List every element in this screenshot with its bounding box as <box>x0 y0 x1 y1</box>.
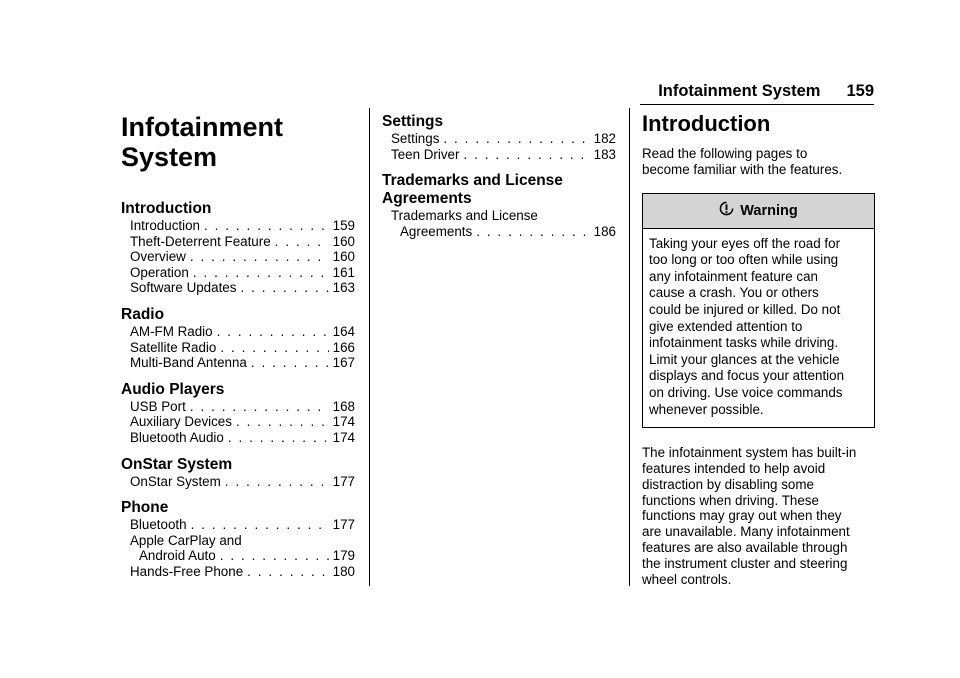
toc-entry-label: Multi-Band Antenna <box>130 355 247 371</box>
toc-entry-page: 160 <box>332 249 355 265</box>
toc-entry[interactable] <box>130 564 355 580</box>
warning-icon <box>719 201 734 220</box>
toc-entry-page: 160 <box>332 233 355 249</box>
text-line: infotainment tasks while driving. <box>649 335 839 351</box>
column-divider <box>369 108 370 586</box>
dot-leader <box>191 517 329 533</box>
toc-entry-label: Software Updates <box>130 280 237 296</box>
text-line: on driving. Use voice commands <box>649 384 843 400</box>
toc-entry-page: 163 <box>332 280 355 296</box>
toc-entry-page: 168 <box>332 398 355 414</box>
running-header <box>658 82 874 101</box>
toc-entry-page: 180 <box>332 563 355 579</box>
toc-heading-line: Trademarks and License <box>382 172 563 190</box>
toc-section-heading: Audio Players <box>121 380 225 398</box>
text-line: could be injured or killed. Do not <box>649 301 841 317</box>
toc-entry-label: Theft-Deterrent Feature <box>130 233 271 249</box>
toc-entry-label-line[interactable]: Apple CarPlay and <box>130 532 242 548</box>
toc-entry-label: AM-FM Radio <box>130 323 213 339</box>
toc-entry-label: Operation <box>130 264 189 280</box>
toc-entry[interactable] <box>130 340 355 356</box>
toc-entry-page: 179 <box>332 548 355 564</box>
toc-entry[interactable] <box>130 234 355 250</box>
toc-heading-line: Agreements <box>382 190 472 208</box>
text-line: are unavailable. Many infotainment <box>642 524 850 540</box>
header-rule <box>640 104 874 105</box>
text-line: functions when driving. These <box>642 492 819 508</box>
text-line: give extended attention to <box>649 318 803 334</box>
text-line: features are also available through <box>642 539 848 555</box>
text-line: features intended to help avoid <box>642 460 826 476</box>
text-line: become familiar with the features. <box>642 161 843 177</box>
toc-entry-label: USB Port <box>130 398 186 414</box>
section-title: Introduction <box>642 111 771 136</box>
toc-entry-label-line[interactable]: Trademarks and License <box>391 208 538 224</box>
toc-entry-label: OnStar System <box>130 473 221 489</box>
toc-entry-label: Bluetooth <box>130 517 187 533</box>
toc-entry-label: Bluetooth Audio <box>130 429 224 445</box>
toc-entry[interactable] <box>130 474 355 490</box>
dot-leader <box>240 280 328 296</box>
chapter-title-line: Infotainment <box>121 112 283 142</box>
text-line: cause a crash. You or others <box>649 285 819 301</box>
toc-entry-label: Hands-Free Phone <box>130 563 244 579</box>
toc-section-heading <box>382 172 616 208</box>
toc-section-heading: OnStar System <box>121 455 233 473</box>
dot-leader <box>443 131 589 147</box>
text-line: wheel controls. <box>642 571 732 587</box>
toc-entry-label: Teen Driver <box>391 146 460 162</box>
text-line: Taking your eyes off the road for <box>649 235 841 251</box>
toc-entry-page: 177 <box>332 517 355 533</box>
toc-entry[interactable] <box>130 414 355 430</box>
toc-section-heading: Settings <box>382 113 444 130</box>
toc-entry[interactable] <box>130 548 355 564</box>
toc-entry[interactable] <box>391 147 616 163</box>
column-divider <box>629 108 630 586</box>
text-line: displays and focus your attention <box>649 368 845 384</box>
toc-entry-page: 177 <box>332 473 355 489</box>
toc-entry[interactable] <box>391 224 616 240</box>
toc-section-heading: Phone <box>121 499 169 517</box>
toc-entry[interactable] <box>391 131 616 147</box>
toc-entry-label: Satellite Radio <box>130 339 217 355</box>
toc-entry-page: 167 <box>332 355 355 371</box>
toc-entry-page: 182 <box>593 131 616 146</box>
toc-entry-page: 186 <box>593 223 616 239</box>
warning-header <box>643 194 874 229</box>
dot-leader <box>217 324 329 340</box>
toc-entry[interactable] <box>130 265 355 281</box>
dot-leader <box>204 218 329 234</box>
dot-leader <box>463 147 589 163</box>
text-line: The infotainment system has built-in <box>642 445 857 461</box>
toc-entry-page: 174 <box>332 429 355 445</box>
toc-section-heading: Introduction <box>121 200 212 217</box>
toc-entry[interactable] <box>130 517 355 533</box>
toc-column-2 <box>382 108 616 239</box>
dot-leader <box>225 474 329 490</box>
toc-entry-label: Agreements <box>400 223 473 239</box>
intro-paragraph <box>642 146 875 178</box>
toc-entry[interactable] <box>130 430 355 446</box>
text-line: Read the following pages to <box>642 146 808 161</box>
toc-entry[interactable] <box>130 399 355 415</box>
text-line: functions may gray out when they <box>642 508 842 524</box>
toc-entry[interactable] <box>130 249 355 265</box>
toc-section-heading: Radio <box>121 305 165 323</box>
toc-entry-page: 164 <box>332 323 355 339</box>
toc-entry[interactable] <box>130 355 355 371</box>
toc-entry-page: 166 <box>332 339 355 355</box>
toc-entry-label: Auxiliary Devices <box>130 414 232 430</box>
chapter-title <box>121 112 355 172</box>
toc-entry-label: Android Auto <box>139 548 216 564</box>
text-line: any infotainment feature can <box>649 268 818 284</box>
dot-leader <box>190 249 329 265</box>
body-paragraph <box>642 445 875 587</box>
toc-entry-label: Introduction <box>130 218 200 233</box>
text-line: Limit your glances at the vehicle <box>649 351 840 367</box>
dot-leader <box>193 265 329 281</box>
chapter-title-line: System <box>121 142 218 172</box>
text-line: too long or too often while using <box>649 252 839 268</box>
toc-entry[interactable] <box>130 280 355 296</box>
warning-title: Warning <box>740 202 798 219</box>
toc-entry-label: Settings <box>391 131 440 146</box>
dot-leader <box>228 430 329 446</box>
dot-leader <box>190 399 329 415</box>
dot-leader <box>220 548 329 564</box>
text-line: whenever possible. <box>649 401 764 417</box>
toc-entry[interactable] <box>130 218 355 234</box>
dot-leader <box>220 340 328 356</box>
toc-entry[interactable] <box>130 324 355 340</box>
intro-column <box>642 108 875 587</box>
dot-leader <box>476 224 589 240</box>
warning-text <box>643 229 874 428</box>
page-number: 159 <box>846 82 874 100</box>
dot-leader <box>251 355 329 371</box>
toc-entry-page: 174 <box>332 414 355 430</box>
warning-box <box>642 193 875 429</box>
dot-leader <box>236 414 329 430</box>
toc-column-1 <box>121 108 355 580</box>
toc-entry-page: 183 <box>593 146 616 162</box>
toc-entry-page: 161 <box>332 264 355 280</box>
dot-leader <box>247 564 329 580</box>
running-header-title: Infotainment System <box>658 82 821 100</box>
dot-leader <box>275 234 329 250</box>
text-line: distraction by disabling some <box>642 476 814 492</box>
text-line: the instrument cluster and steering <box>642 555 848 571</box>
toc-entry-label: Overview <box>130 249 186 265</box>
toc-entry-page: 159 <box>332 218 355 233</box>
